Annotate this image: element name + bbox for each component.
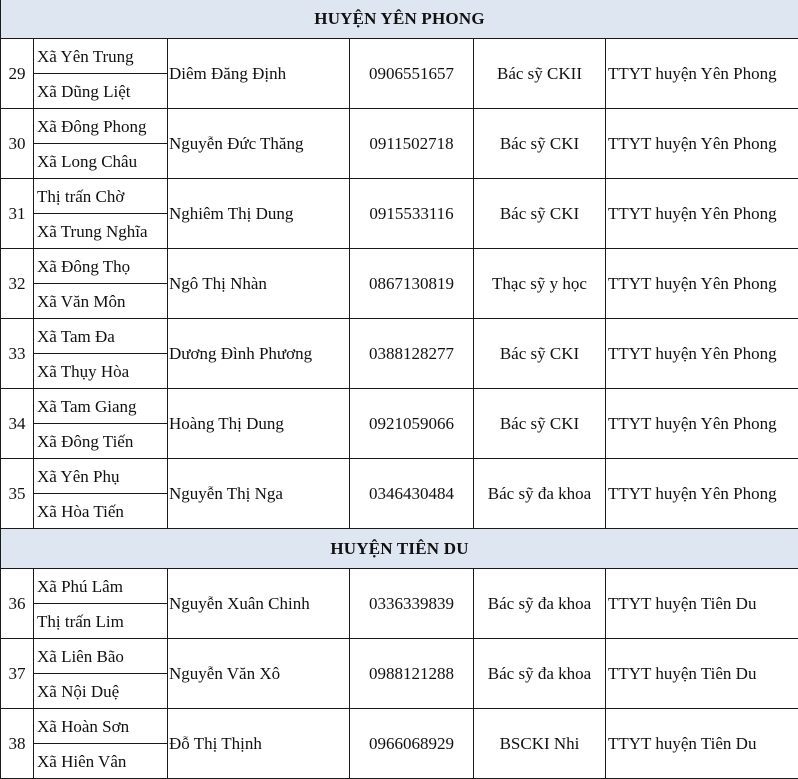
- table-row: [1, 319, 798, 354]
- professional-title: Bác sỹ CKI: [474, 319, 606, 389]
- ward-name: Xã Đông Phong: [34, 109, 168, 144]
- professional-title: Bác sỹ CKII: [474, 39, 606, 109]
- table-body: [1, 0, 798, 779]
- professional-title: Thạc sỹ y học: [474, 249, 606, 319]
- health-unit: TTYT huyện Yên Phong: [606, 109, 798, 179]
- phone-number: 0915533116: [350, 179, 474, 249]
- phone-number: 0346430484: [350, 459, 474, 529]
- doctor-name: Nguyễn Văn Xô: [168, 639, 350, 709]
- doctor-name: Ngô Thị Nhàn: [168, 249, 350, 319]
- doctor-name: Hoàng Thị Dung: [168, 389, 350, 459]
- table-row: [1, 109, 798, 144]
- doctor-name: Nguyễn Đức Thăng: [168, 109, 350, 179]
- ward-name: Xã Nội Duệ: [34, 674, 168, 709]
- doctor-name: Nguyễn Thị Nga: [168, 459, 350, 529]
- phone-number: 0336339839: [350, 569, 474, 639]
- table-row: [1, 459, 798, 494]
- phone-number: 0906551657: [350, 39, 474, 109]
- phone-number: 0966068929: [350, 709, 474, 779]
- ward-name: Xã Liên Bão: [34, 639, 168, 674]
- ward-name: Xã Văn Môn: [34, 284, 168, 319]
- ward-name: Thị trấn Lim: [34, 604, 168, 639]
- health-unit: TTYT huyện Yên Phong: [606, 459, 798, 529]
- ward-name: Xã Trung Nghĩa: [34, 214, 168, 249]
- doctor-name: Dương Đình Phương: [168, 319, 350, 389]
- table-row: [1, 39, 798, 74]
- district-title: HUYỆN YÊN PHONG: [1, 0, 798, 39]
- health-unit: TTYT huyện Tiên Du: [606, 569, 798, 639]
- ward-name: Xã Đông Thọ: [34, 249, 168, 284]
- section-header-row: [1, 529, 798, 569]
- ward-name: Thị trấn Chờ: [34, 179, 168, 214]
- row-number: 33: [1, 319, 34, 389]
- ward-name: Xã Yên Trung: [34, 39, 168, 74]
- doctor-name: Diêm Đăng Định: [168, 39, 350, 109]
- health-unit: TTYT huyện Yên Phong: [606, 249, 798, 319]
- row-number: 29: [1, 39, 34, 109]
- health-unit: TTYT huyện Yên Phong: [606, 319, 798, 389]
- health-unit: TTYT huyện Yên Phong: [606, 39, 798, 109]
- ward-name: Xã Tam Đa: [34, 319, 168, 354]
- table-row: [1, 249, 798, 284]
- health-unit: TTYT huyện Yên Phong: [606, 179, 798, 249]
- row-number: 35: [1, 459, 34, 529]
- health-unit: TTYT huyện Tiên Du: [606, 709, 798, 779]
- professional-title: Bác sỹ đa khoa: [474, 569, 606, 639]
- table-row: [1, 709, 798, 744]
- professional-title: Bác sỹ CKI: [474, 179, 606, 249]
- ward-name: Xã Thụy Hòa: [34, 354, 168, 389]
- phone-number: 0921059066: [350, 389, 474, 459]
- ward-name: Xã Hoàn Sơn: [34, 709, 168, 744]
- doctor-name: Nghiêm Thị Dung: [168, 179, 350, 249]
- row-number: 34: [1, 389, 34, 459]
- row-number: 38: [1, 709, 34, 779]
- section-header-row: [1, 0, 798, 39]
- phone-number: 0911502718: [350, 109, 474, 179]
- table-row: [1, 639, 798, 674]
- ward-name: Xã Phú Lâm: [34, 569, 168, 604]
- row-number: 37: [1, 639, 34, 709]
- professional-title: Bác sỹ đa khoa: [474, 639, 606, 709]
- phone-number: 0388128277: [350, 319, 474, 389]
- district-title: HUYỆN TIÊN DU: [1, 529, 798, 569]
- ward-name: Xã Tam Giang: [34, 389, 168, 424]
- doctor-name: Nguyễn Xuân Chinh: [168, 569, 350, 639]
- row-number: 36: [1, 569, 34, 639]
- row-number: 31: [1, 179, 34, 249]
- table-row: [1, 179, 798, 214]
- ward-name: Xã Hiên Vân: [34, 744, 168, 779]
- table-row: [1, 389, 798, 424]
- ward-name: Xã Long Châu: [34, 144, 168, 179]
- health-unit: TTYT huyện Tiên Du: [606, 639, 798, 709]
- professional-title: Bác sỹ CKI: [474, 389, 606, 459]
- ward-name: Xã Yên Phụ: [34, 459, 168, 494]
- phone-number: 0867130819: [350, 249, 474, 319]
- doctor-name: Đỗ Thị Thịnh: [168, 709, 350, 779]
- row-number: 30: [1, 109, 34, 179]
- phone-number: 0988121288: [350, 639, 474, 709]
- ward-name: Xã Hòa Tiến: [34, 494, 168, 529]
- ward-name: Xã Dũng Liệt: [34, 74, 168, 109]
- professional-title: Bác sỹ đa khoa: [474, 459, 606, 529]
- health-unit: TTYT huyện Yên Phong: [606, 389, 798, 459]
- professional-title: Bác sỹ CKI: [474, 109, 606, 179]
- professional-title: BSCKI Nhi: [474, 709, 606, 779]
- table-row: [1, 569, 798, 604]
- ward-name: Xã Đông Tiến: [34, 424, 168, 459]
- row-number: 32: [1, 249, 34, 319]
